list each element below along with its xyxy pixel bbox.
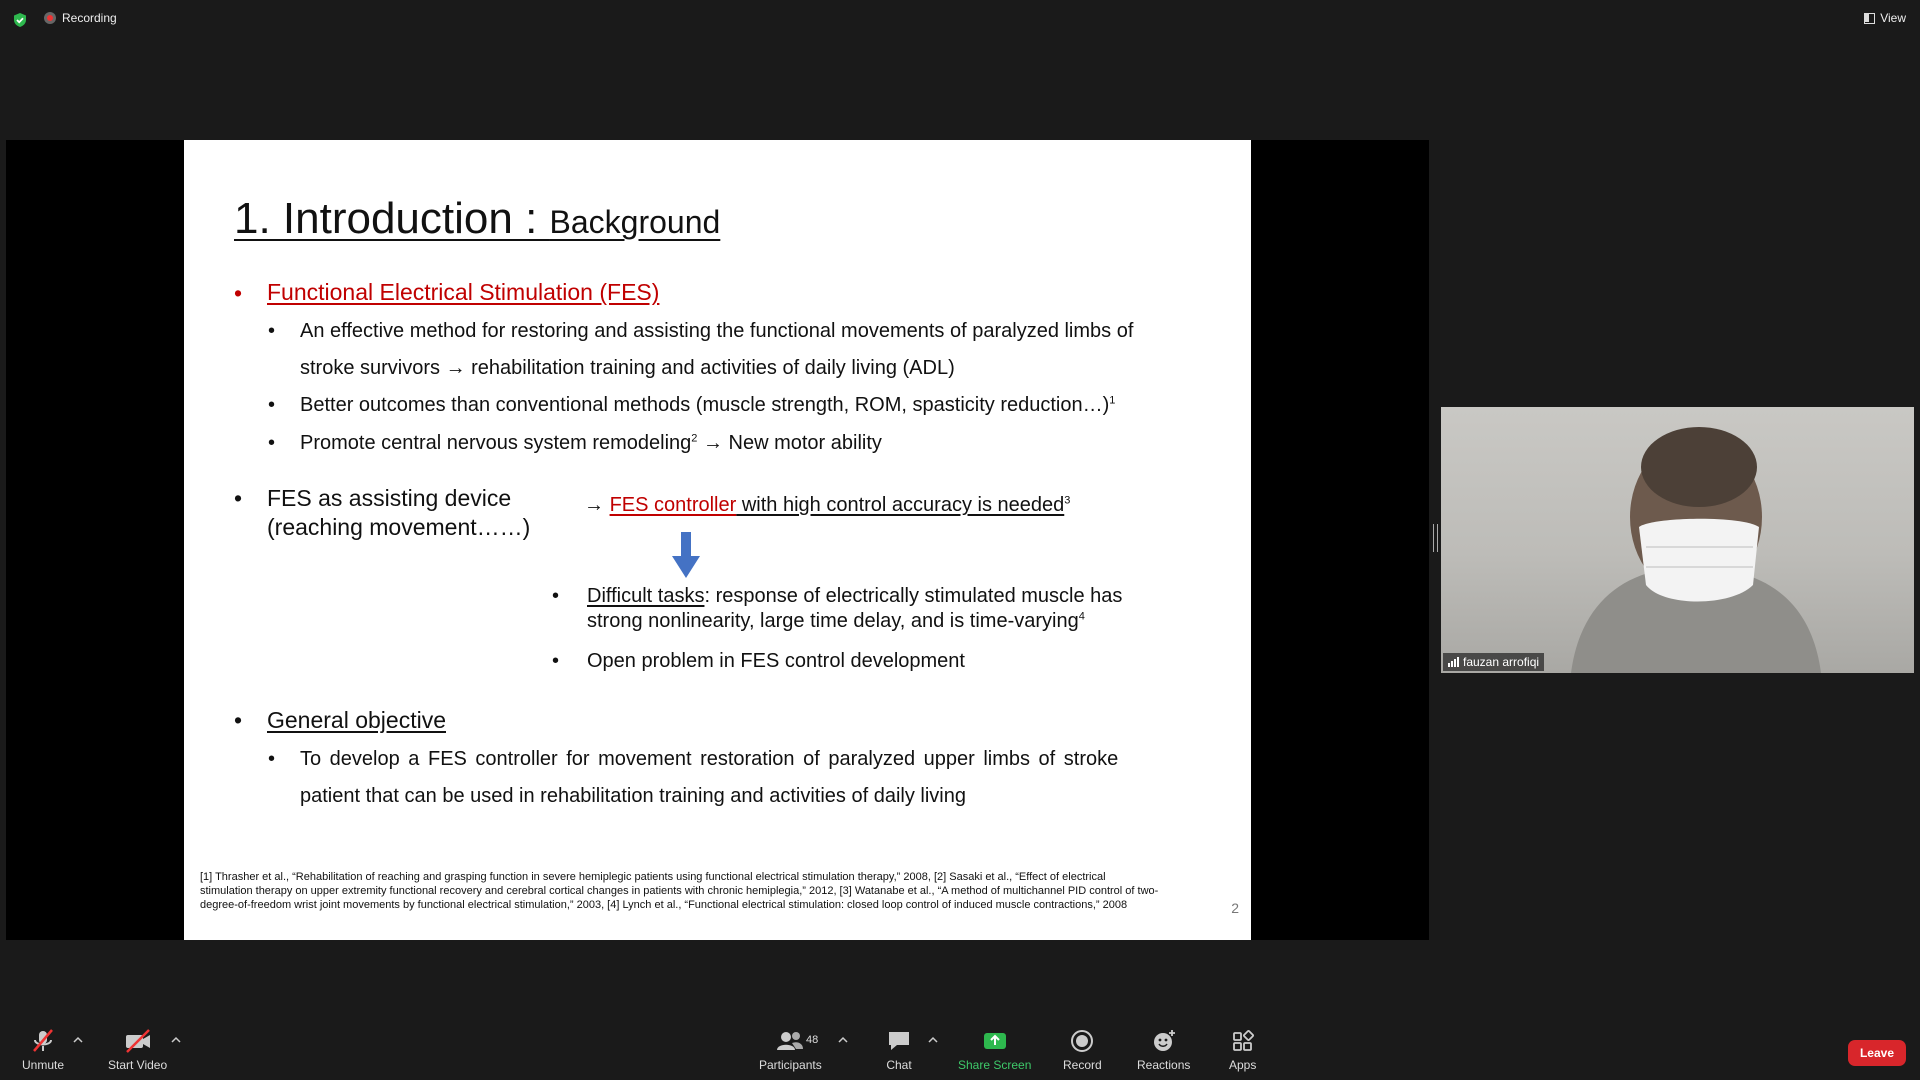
apps-label: Apps: [1229, 1058, 1257, 1072]
start-video-button[interactable]: [108, 1028, 167, 1072]
arrow-icon: →: [445, 357, 466, 379]
difficult-line2: [587, 610, 1085, 633]
recording-indicator[interactable]: [44, 11, 117, 25]
participants-count: 48: [806, 1034, 819, 1046]
fes-point2-text: Better outcomes than conventional methods (muscle strength, ROM, spasticity reduction…): [300, 394, 1110, 416]
objective-heading: General objective: [267, 707, 446, 733]
open-problem: Open problem in FES control development: [587, 650, 965, 672]
share-screen-button[interactable]: [958, 1028, 1031, 1072]
slide-title: [234, 194, 720, 244]
recording-icon: [44, 12, 56, 24]
fes-point2: [300, 394, 1115, 417]
bullet: •: [268, 394, 276, 416]
fes-point3-text-b: New motor ability: [722, 432, 882, 454]
bullet: •: [552, 650, 560, 672]
fes-point1-line1: An effective method for restoring and assisting the functional movements of paralyzed limbs of: [300, 320, 1134, 342]
start-video-label: Start Video: [108, 1058, 168, 1072]
apps-button[interactable]: [1229, 1028, 1256, 1072]
signal-strength-icon: [1448, 657, 1459, 667]
difficult-line1: [587, 585, 1122, 608]
chat-label: Chat: [886, 1058, 912, 1072]
recording-label: Recording: [62, 11, 117, 25]
audio-options-chevron-icon[interactable]: [73, 1036, 83, 1044]
splitter-handle[interactable]: [1433, 524, 1438, 552]
arrow-icon: →: [702, 432, 723, 454]
bullet: •: [234, 707, 243, 733]
chat-options-chevron-icon[interactable]: [928, 1036, 938, 1044]
participant-video-tile[interactable]: [1441, 407, 1914, 673]
objective-line2: patient that can be used in rehabilitation training and activities of daily living: [300, 785, 966, 807]
chat-button[interactable]: [886, 1028, 912, 1072]
slide-page-number: 2: [1231, 900, 1239, 916]
share-screen-icon: [982, 1028, 1008, 1054]
record-button[interactable]: [1063, 1028, 1102, 1072]
bullet: •: [268, 320, 276, 342]
arrow-icon: →: [584, 494, 604, 516]
chat-icon: [886, 1028, 912, 1054]
security-shield-icon[interactable]: [12, 12, 28, 28]
share-screen-label: Share Screen: [958, 1058, 1032, 1072]
citation: 2: [691, 432, 698, 445]
participant-name-tag: [1443, 653, 1544, 671]
fes-point3: [300, 432, 882, 455]
participant-name: fauzan arrofiqi: [1463, 655, 1540, 669]
fes-point3-text-a: Promote central nervous system remodeling: [300, 432, 692, 454]
unmute-button[interactable]: [22, 1028, 64, 1072]
fes-heading: Functional Electrical Stimulation (FES): [267, 279, 660, 305]
citation: 4: [1078, 610, 1085, 623]
slide-title-main: 1. Introduction :: [234, 194, 550, 243]
controller-rest: with high control accuracy is needed: [736, 494, 1065, 516]
difficult-label: Difficult tasks: [587, 585, 705, 607]
citation: 1: [1109, 394, 1116, 407]
fes-point1-line2-b: rehabilitation training and activities of daily living (ADL): [465, 357, 955, 379]
participants-label: Participants: [759, 1058, 822, 1072]
bullet: •: [268, 748, 276, 770]
view-icon: [1864, 13, 1875, 24]
controller-line: [584, 494, 1070, 517]
unmute-label: Unmute: [22, 1058, 65, 1072]
fes-point1-line2: [300, 357, 955, 380]
bullet: •: [234, 485, 243, 511]
video-camera-off-icon: [123, 1028, 153, 1054]
bullet: •: [268, 432, 276, 454]
microphone-muted-icon: [30, 1028, 56, 1054]
assist-line1: FES as assisting device: [267, 485, 512, 511]
reactions-label: Reactions: [1137, 1058, 1191, 1072]
participants-options-chevron-icon[interactable]: [838, 1036, 848, 1044]
objective-line1: To develop a FES controller for movement restoration of paralyzed upper limbs of stroke: [300, 748, 1119, 770]
presentation-slide: [184, 140, 1251, 940]
leave-button[interactable]: Leave: [1848, 1040, 1906, 1066]
down-arrow-icon: [671, 532, 701, 578]
controller-red: FES controller: [609, 494, 737, 516]
bullet: •: [552, 585, 560, 607]
reactions-icon: [1151, 1028, 1177, 1054]
reactions-button[interactable]: [1137, 1028, 1190, 1072]
participants-icon: [775, 1028, 805, 1054]
view-button[interactable]: [1864, 11, 1906, 25]
references: [1] Thrasher et al., “Rehabilitation of reaching and grasping function in severe hemiplegic patients using functional electrical stimulation therapy,” 2008, [2] Sasaki et al., “Effect of electrical stimulation therapy on upper extremity functional recovery and cerebral cortical changes in patients with chronic hemiplegia,” 2012, [3] Watanabe et al., “A method of multichannel PID control of two-degree-of-freedom wrist joint movements by functional electrical stimulation,” 2003, [4] Lynch et al., “Functional electrical stimulation: closed loop control of induced muscle contractions,” 2008: [200, 871, 1159, 911]
slide-title-sub: Background: [549, 204, 721, 240]
citation: 3: [1064, 494, 1071, 507]
difficult-text-2: strong nonlinearity, large time delay, and is time-varying: [587, 610, 1079, 632]
apps-icon: [1230, 1028, 1256, 1054]
difficult-text: : response of electrically stimulated muscle has: [704, 585, 1123, 607]
record-icon: [1069, 1028, 1095, 1054]
assist-line2: (reaching movement……): [267, 514, 531, 540]
participant-figure: [1441, 407, 1914, 673]
record-label: Record: [1063, 1058, 1102, 1072]
video-options-chevron-icon[interactable]: [171, 1036, 181, 1044]
view-label: View: [1880, 11, 1906, 25]
bullet: •: [234, 280, 243, 306]
fes-point1-line2-a: stroke survivors: [300, 357, 446, 379]
